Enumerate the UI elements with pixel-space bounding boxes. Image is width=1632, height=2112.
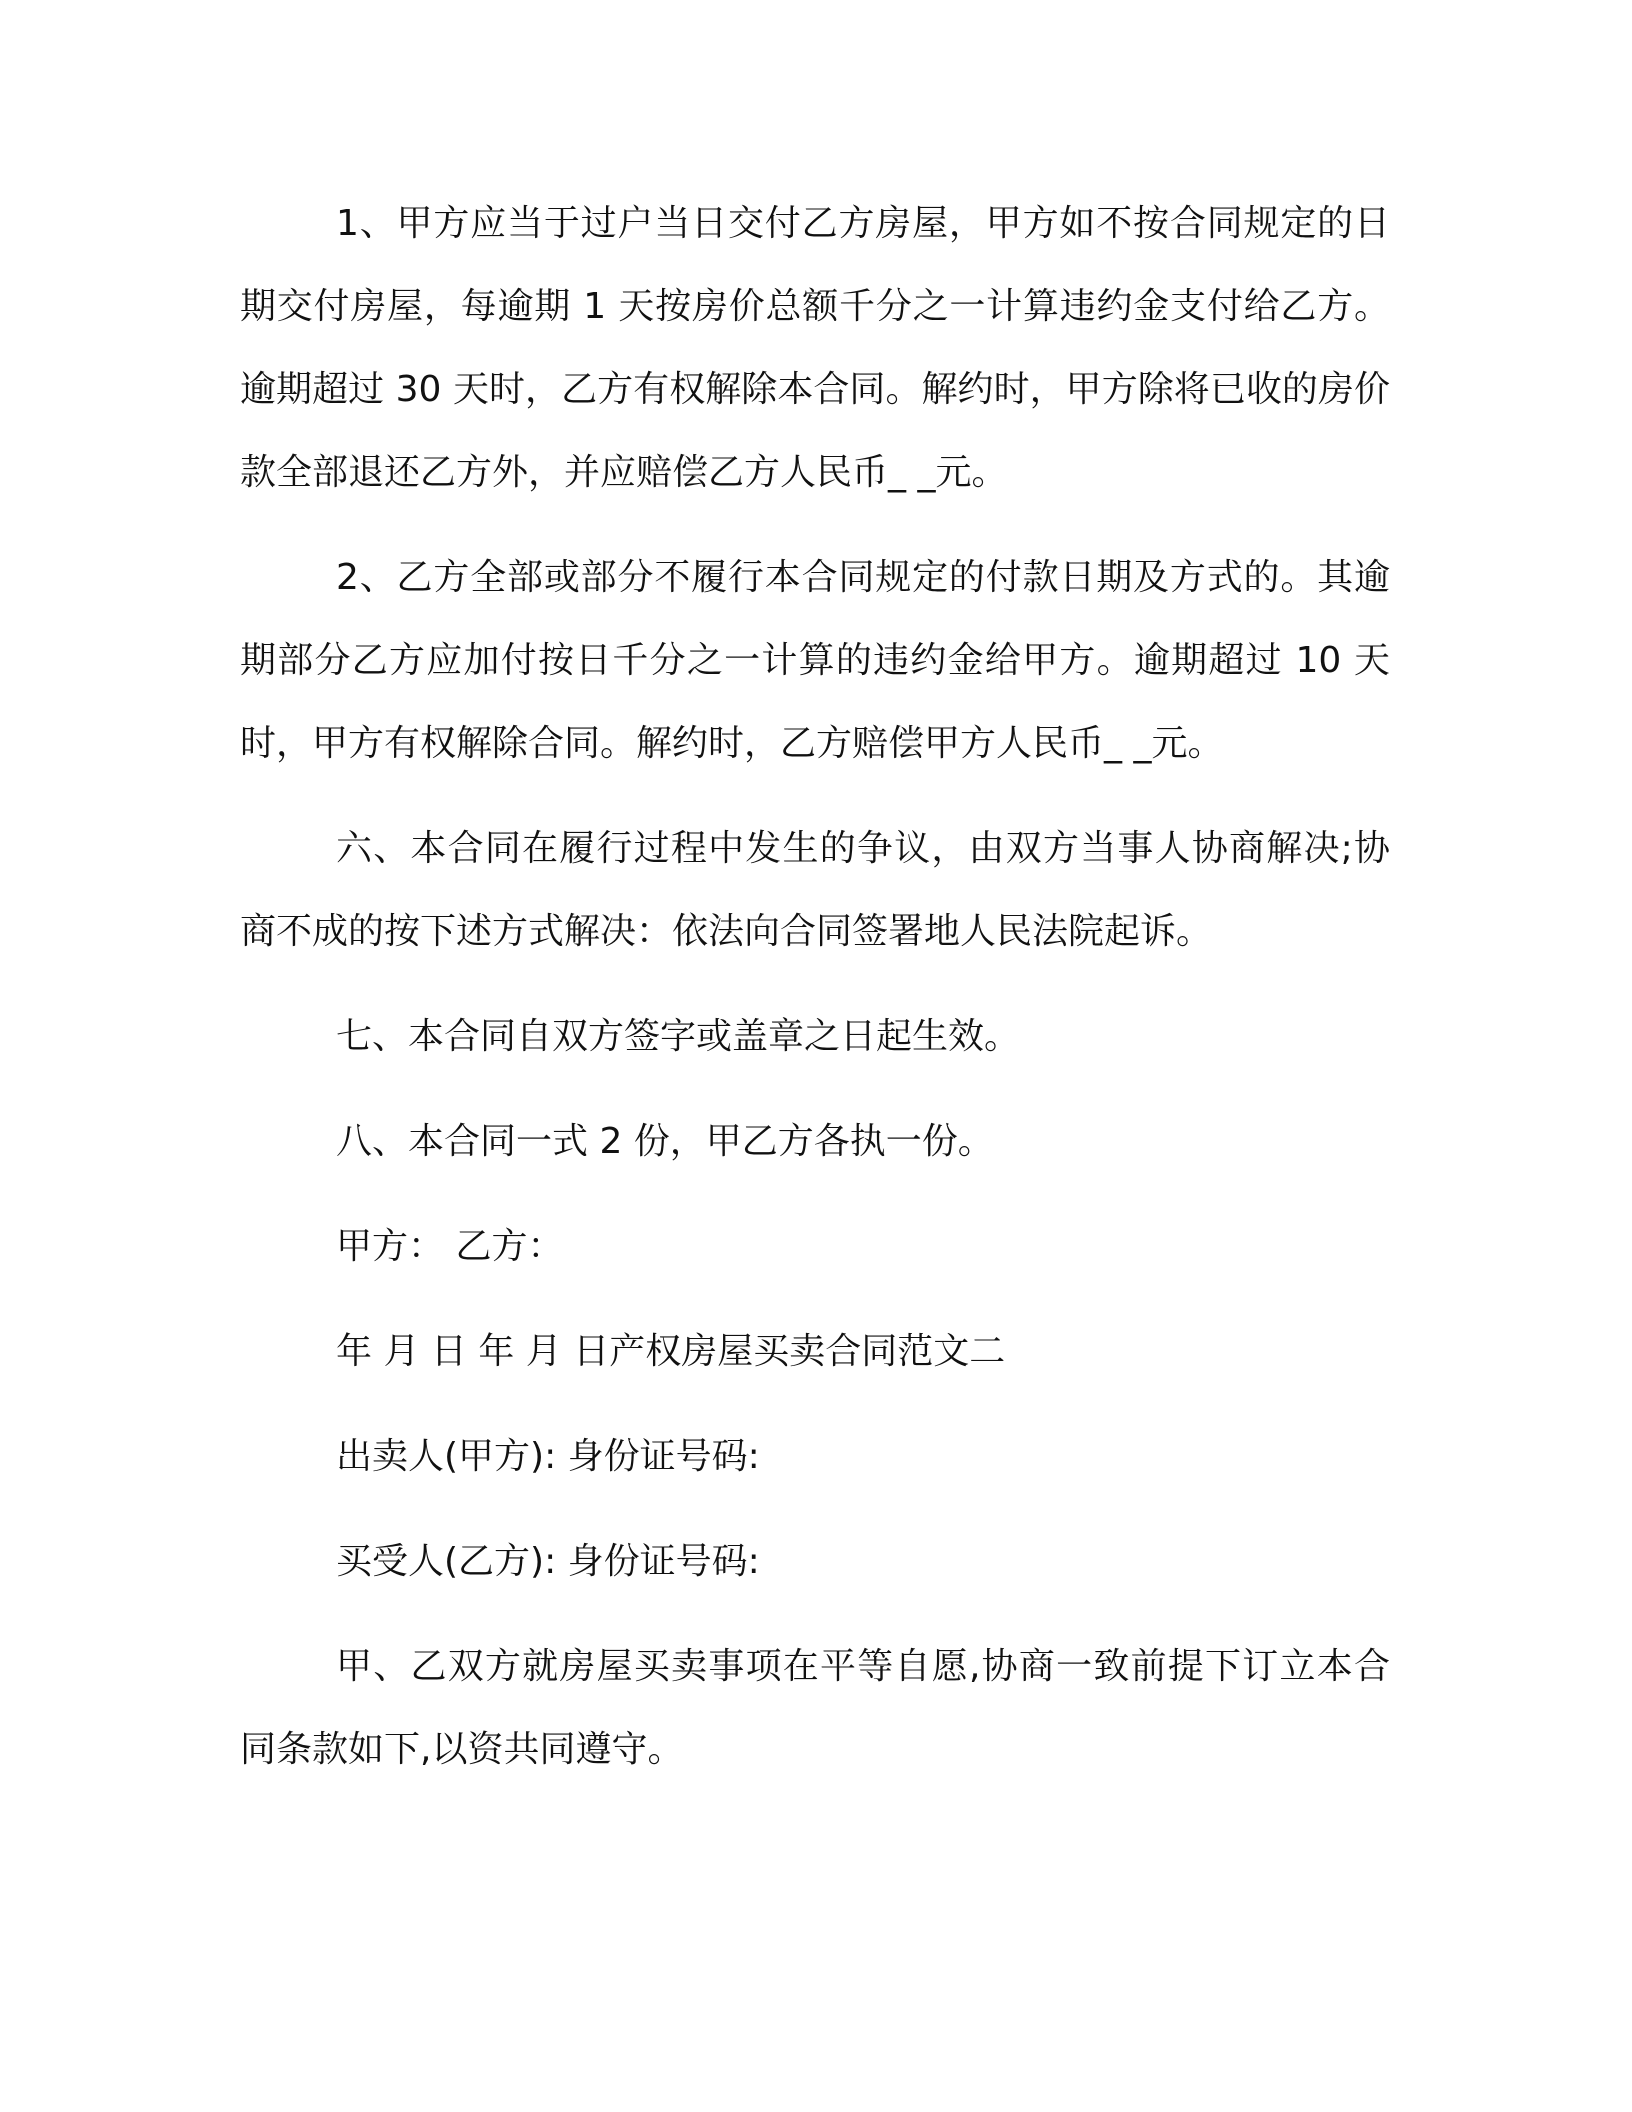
buyer-line: 买受人(乙方): 身份证号码: xyxy=(336,1541,760,1582)
paragraph-article-8: 八、本合同一式 2 份，甲乙方各执一份。 xyxy=(336,1121,994,1162)
paragraph-clause-2: 2、乙方全部或部分不履行本合同规定的付款日期及方式的。其逾期部分乙方应加付按日千分之一计算的违约金给甲方。逾期超过 10 天时，甲方有权解除合同。解约时，乙方赔偿甲方人民币_ _元。 xyxy=(240,557,1390,764)
preamble-paragraph: 甲、乙双方就房屋买卖事项在平等自愿,协商一致前提下订立本合同条款如下,以资共同遵守。 xyxy=(240,1646,1390,1770)
paragraph-article-6: 六、本合同在履行过程中发生的争议，由双方当事人协商解决;协商不成的按下述方式解决：依法向合同签署地人民法院起诉。 xyxy=(240,828,1390,952)
signature-parties: 甲方： 乙方： xyxy=(336,1226,564,1267)
document-body xyxy=(240,182,1390,1813)
seller-line: 出卖人(甲方): 身份证号码: xyxy=(336,1436,760,1477)
signature-dates-and-title: 年 月 日 年 月 日产权房屋买卖合同范文二 xyxy=(336,1331,1006,1372)
paragraph-clause-1: 1、甲方应当于过户当日交付乙方房屋，甲方如不按合同规定的日期交付房屋，每逾期 1 天按房价总额千分之一计算违约金支付给乙方。逾期超过 30 天时，乙方有权解除本合同。解约时，甲方除将已收的房价款全部退还乙方外，并应赔偿乙方人民币_ _元。 xyxy=(240,203,1390,493)
paragraph-article-7: 七、本合同自双方签字或盖章之日起生效。 xyxy=(336,1016,1021,1057)
